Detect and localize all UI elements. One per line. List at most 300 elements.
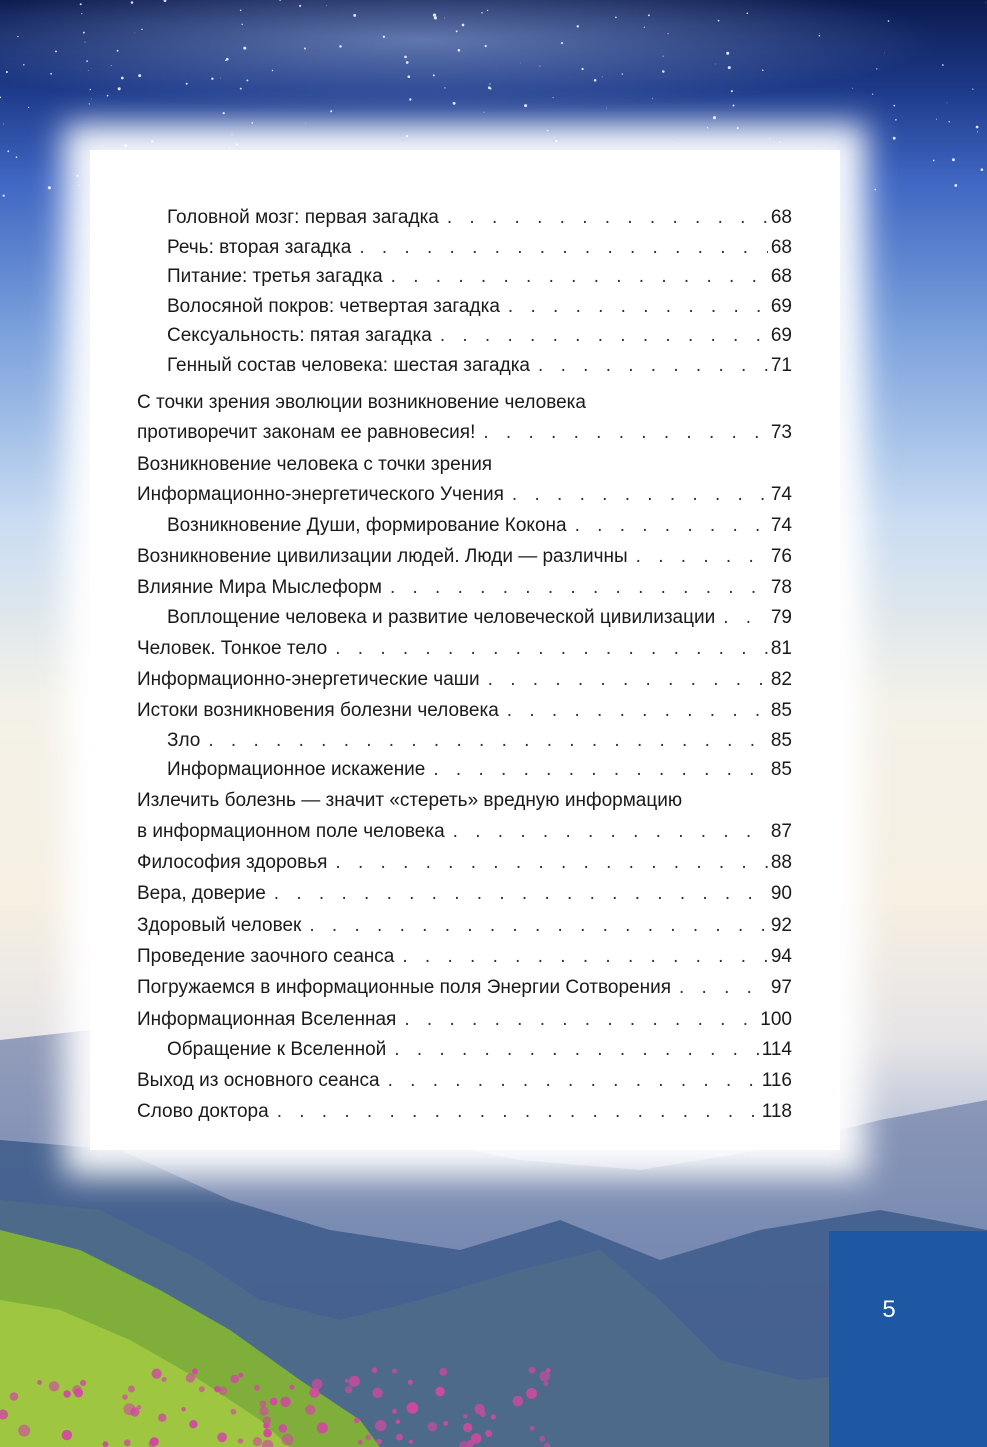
dot-leader [359,237,768,259]
star [485,45,487,47]
dot-leader [274,883,768,905]
dot-leader [402,946,767,968]
star [0,97,1,99]
flower [491,1414,496,1419]
star [444,18,445,19]
flower [219,1387,228,1396]
toc-entry[interactable] [167,515,792,537]
toc-entry-page: 78 [770,577,792,598]
star [977,131,978,132]
toc-entry[interactable] [137,1101,792,1123]
star [211,78,213,80]
flower [463,1414,467,1418]
star [434,16,437,19]
flower [317,1422,328,1433]
toc-entry-page: 73 [770,422,792,443]
flower [124,1403,136,1415]
star [728,66,731,69]
toc-entry-page: 94 [770,946,792,967]
toc-entry[interactable] [137,546,792,568]
toc-entry[interactable] [137,1070,792,1092]
toc-entry-title-line1: Возникновение человека с точки зрения [137,454,493,475]
flower [189,1420,197,1428]
toc-entry-page: 92 [770,915,792,936]
star [28,107,29,108]
star [76,175,78,177]
flower [408,1380,413,1385]
flower [263,1416,271,1424]
flower [122,1394,128,1400]
star [17,36,18,37]
star [737,127,739,129]
toc-entry-page: 85 [770,759,792,780]
star [726,52,729,55]
flower [10,1392,19,1401]
toc-entry-title: Питание: третья загадка [167,266,383,287]
flower [358,1440,363,1445]
star [489,83,490,84]
flower [372,1388,382,1398]
toc-entry-page: 90 [770,883,792,904]
flower [259,1407,268,1416]
star [251,122,253,124]
toc-entry[interactable] [137,821,792,843]
toc-entry[interactable] [167,296,792,318]
star [577,25,579,27]
flower [282,1434,294,1446]
star [55,50,57,52]
flower [428,1422,438,1432]
flower [392,1409,397,1414]
flower [192,1368,198,1374]
star [954,184,957,187]
star [731,90,733,92]
toc-entry-page: 116 [761,1070,792,1091]
flower [37,1380,42,1385]
toc-entry[interactable] [137,946,792,968]
toc-entry-title: Влияние Мира Мыслеформ [137,577,382,598]
star [484,112,485,113]
star [241,24,242,25]
toc-entry[interactable] [167,355,792,377]
star [615,16,617,18]
star [707,127,708,128]
star [225,60,227,62]
toc-entry[interactable] [137,1009,792,1031]
toc-entry-title: Информационная Вселенная [137,1009,397,1030]
toc-entry[interactable] [167,730,792,752]
dot-leader [447,207,768,229]
dot-leader [453,821,768,843]
star [406,61,409,64]
star [138,74,141,77]
toc-entry[interactable] [137,883,792,905]
toc-entry-title: Информационное искажение [167,759,426,780]
star [326,5,327,6]
star [648,14,650,16]
toc-entry[interactable] [137,484,792,506]
star [131,1,134,4]
flower [162,1377,167,1382]
flower [354,1418,360,1424]
flower [270,1398,278,1406]
flower [152,1369,162,1379]
toc-entry-title: Возникновение Души, формирование Кокона [167,515,567,536]
toc-entry-title: Головной мозг: первая загадка [167,207,439,228]
toc-entry[interactable] [137,700,792,722]
toc-entry-title-line1: С точки зрения эволюции возникновение человека [137,392,586,413]
dot-leader [538,355,768,377]
toc-entry-title: Зло [167,730,201,751]
toc-entry[interactable] [167,1039,792,1061]
dot-leader [335,638,768,660]
toc-entry[interactable] [137,852,792,874]
star [299,5,301,7]
flower [217,1432,227,1442]
star [769,138,770,139]
star [7,150,9,152]
toc-entry-page: 68 [770,207,792,228]
toc-entry[interactable] [137,669,792,691]
dot-leader [208,730,768,752]
star [186,83,188,85]
flower [407,1402,419,1414]
toc-entry-title: Информационно-энергетические чаши [137,669,480,690]
star [236,143,238,145]
toc-entry-title: Генный состав человека: шестая загадка [167,355,531,376]
flower [435,1387,444,1396]
toc-entry-page: 81 [770,638,792,659]
star [121,77,124,80]
star [524,104,527,107]
flower [253,1437,262,1446]
star [876,68,877,69]
star [746,12,748,14]
dot-leader [483,422,767,444]
star [6,71,8,73]
toc-entry[interactable] [167,266,792,288]
flower [312,1379,323,1390]
flower [539,1436,545,1442]
toc-entry-page: 88 [770,852,792,873]
dot-leader [636,546,768,568]
star [481,12,483,14]
star [779,141,780,142]
toc-entry[interactable] [167,759,792,781]
star [976,126,979,129]
star [233,148,234,149]
star [458,49,461,52]
star [240,88,242,90]
toc-entry-title: Речь: вторая загадка [167,237,352,258]
toc-entry-title: Истоки возникновения болезни человека [137,700,499,721]
star [553,97,554,98]
star [819,33,820,34]
star [852,88,853,89]
star [3,195,5,197]
flower [290,1385,295,1390]
toc-entry-page: 69 [770,325,792,346]
flower [128,1386,135,1393]
toc-entry-page: 68 [770,237,792,258]
toc-entry-page: 74 [770,484,792,505]
star [404,56,407,59]
toc-entry[interactable] [137,977,792,999]
star [406,135,408,137]
flower [376,1439,381,1444]
star [713,116,716,119]
flower [124,1439,131,1446]
toc-entry-page: 74 [770,515,792,536]
toc-entry-title: Здоровый человек [137,915,302,936]
flower [375,1420,386,1431]
flower [280,1397,290,1407]
page-number: 5 [882,1296,896,1323]
star [383,36,385,38]
star [981,168,984,171]
star [305,123,306,124]
star [594,79,597,82]
toc-entry-title: Проведение заочного сеанса [137,946,395,967]
star [561,42,563,44]
star [555,140,557,142]
star [223,112,225,114]
star [893,137,896,140]
flower [439,1368,447,1376]
toc-entry-page: 79 [770,607,792,628]
toc-entry-title: Выход из основного сеанса [137,1070,380,1091]
toc-entry-title: в информационном поле человека [137,821,445,842]
flower [103,1441,109,1447]
flower [80,1380,86,1386]
star [220,78,221,79]
toc-entry-page: 87 [770,821,792,842]
toc-entry-title: Обращение к Вселенной [167,1039,387,1060]
star [78,185,79,186]
star [88,70,89,71]
star [762,70,764,72]
flower [263,1429,272,1438]
flower [62,1430,72,1440]
star [947,103,948,104]
star [462,24,465,27]
flower [279,1424,288,1433]
star [718,20,720,22]
star [246,79,248,81]
flower [513,1396,524,1407]
star [243,47,246,50]
star [893,105,895,107]
star [884,53,885,54]
star [819,35,821,37]
star [433,74,435,76]
flower [485,1430,492,1437]
toc-entry[interactable] [137,422,792,444]
star [48,186,51,189]
flower [49,1381,59,1391]
dot-leader [390,577,768,599]
star [652,98,653,99]
flower [305,1405,315,1415]
star [456,30,458,32]
star [888,20,890,22]
star [444,87,445,88]
toc-entry[interactable] [137,577,792,599]
dot-leader [309,915,767,937]
flower [543,1381,548,1386]
star [487,10,488,11]
flower [199,1386,205,1392]
flower [365,1434,371,1440]
star [644,27,645,28]
star [942,64,944,66]
star [952,158,955,161]
star [606,108,607,109]
toc-entry[interactable] [167,607,792,629]
star [875,189,877,191]
flower [526,1388,537,1399]
toc-entry-title: Философия здоровья [137,852,328,873]
star [662,70,665,73]
flower [345,1386,353,1394]
flower [181,1407,186,1412]
toc-entry-title: Волосяной покров: четвертая загадка [167,296,500,317]
star [90,89,92,91]
star [733,105,735,107]
star [453,102,456,105]
star [23,64,25,66]
toc-entry[interactable] [137,638,792,660]
flower [539,1371,550,1382]
toc-entry-title: Информационно-энергетического Учения [137,484,504,505]
dot-leader [507,700,768,722]
flower [259,1400,266,1407]
star [151,140,153,142]
toc-entry-title: противоречит законам ее равновесия! [137,422,476,443]
flower [409,1440,413,1444]
star [407,75,410,78]
toc-entry-page: 114 [761,1039,792,1060]
star [16,156,18,158]
flower [474,1404,484,1414]
toc-entry-page: 69 [770,296,792,317]
toc-entry-title: Вера, доверие [137,883,266,904]
dot-leader [488,669,768,691]
toc-entry-title: Слово доктора [137,1101,269,1122]
dot-leader [508,296,768,318]
star [933,160,935,162]
flower [238,1438,243,1443]
flower [72,1385,82,1395]
star [668,33,669,34]
star [272,70,273,71]
flower [254,1385,260,1391]
star [581,68,583,70]
flower [238,1373,243,1378]
star [330,110,332,112]
flower [349,1376,360,1387]
toc-entry[interactable] [167,207,792,229]
star [3,123,4,124]
flower [396,1420,400,1424]
page-number-tab [829,1231,987,1447]
star [433,14,436,17]
dot-leader [512,484,768,506]
toc-entry-page: 97 [770,977,792,998]
star [107,95,109,97]
star [857,131,858,132]
toc-entry[interactable] [167,237,792,259]
flower [443,1421,448,1426]
star [353,14,356,17]
star [89,103,90,104]
dot-leader [575,515,768,537]
star [520,63,521,64]
toc-entry-title-line1: Излечить болезнь — значит «стереть» вредную информацию [137,790,683,811]
star [86,60,88,62]
star [622,73,623,74]
flower [463,1423,472,1432]
star [339,45,342,48]
toc-entry-title: Воплощение человека и развитие человеческой цивилизации [167,607,716,628]
dot-leader [679,977,768,999]
star [135,33,136,34]
star [304,48,306,50]
star [124,144,127,147]
toc-entry-page: 118 [761,1101,792,1122]
star [872,93,873,94]
flower [372,1367,378,1373]
star [229,147,230,148]
star [715,64,716,65]
star [85,42,86,43]
toc-entry-page: 85 [770,730,792,751]
flower [392,1369,397,1374]
dot-leader [335,852,767,874]
star [117,50,119,52]
star [50,73,52,75]
dot-leader [277,1101,759,1123]
dot-leader [440,325,768,347]
flower [158,1414,166,1422]
flower [471,1433,481,1443]
toc-entry[interactable] [167,325,792,347]
toc-entry-page: 100 [760,1009,792,1030]
star [231,134,232,135]
flower [396,1434,403,1441]
star [111,65,112,66]
star [663,56,664,57]
star [547,130,549,132]
toc-entry-page: 71 [770,355,792,376]
toc-entry-title: Сексуальность: пятая загадка [167,325,432,346]
star [409,98,411,100]
star [91,99,92,100]
toc-entry-page: 68 [770,266,792,287]
star [985,2,986,3]
star [80,3,82,5]
dot-leader [388,1070,759,1092]
flower [530,1426,535,1431]
star [895,119,897,121]
star [948,121,949,122]
toc-entry[interactable] [137,915,792,937]
dot-leader [723,607,768,629]
star [602,76,603,77]
toc-entry-page: 85 [770,700,792,721]
dot-leader [391,266,768,288]
star [672,141,673,142]
